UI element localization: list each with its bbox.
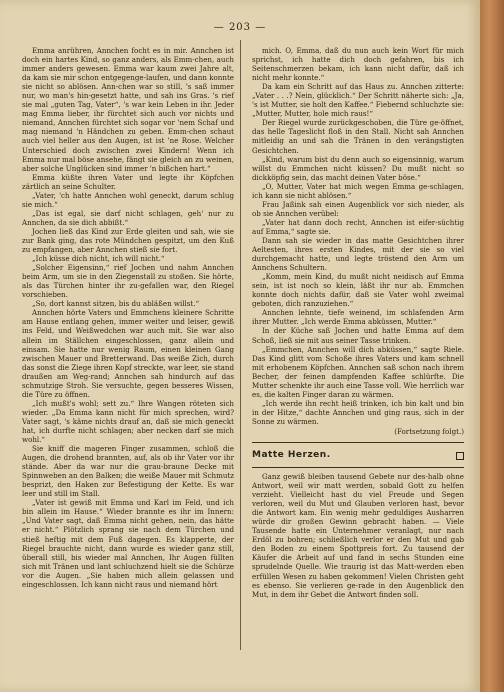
paragraph: Annchen hörte Vaters und Emmchens kleinere Schritte am Hause entlang gehen, immer weiter und leiser, gewiß ins Feld, und Weißwedchen war auch mit. Sie war also allein im Ställchen eingeschlossen, ganz allein und einsam. Sie hatte nur wenig Raum, einen kleinen Gang zwischen Mauer und Bretterwand. Das weiße Zich, durch das sonst die Ziege ihren Kopf streckte, war leer, sie stand draußen am Weg-rand; Annchen sah hindurch auf das schmutzige Stroh. Sie versuchte, gegen besseres Wissen, die Türe zu öffnen. xyxy=(22,308,234,399)
paragraph: Da kam ein Schritt auf das Haus zu. Annchen zitterte: „Vater . . .? Nein, glücklich.“ Der Schritt näherte sich: „Ja, 's ist Mutter, sie holt den Kaffee.“ Fiebernd schluchzte sie: „Mutter, Mutter, hole mich raus!“ xyxy=(252,82,464,119)
column-rule xyxy=(240,40,241,650)
paragraph: Frau Jaßink sah einen Augenblick vor sich nieder, als ob sie Annchen verübel: xyxy=(252,199,464,218)
paragraph: Der Riegel wurde zurückgeschoben, die Türe ge-öffnet, das helle Tageslicht floß in den Stall. Nicht sah Annchen mitleidig an und sah die Tränen in den verängstigten Gesichtchen. xyxy=(252,118,464,155)
paragraph: In der Küche saß Jochen und hatte Emma auf dem Schoß, ließ sie mit aus seiner Tasse trinken. xyxy=(252,326,464,345)
paragraph: Ganz gewiß bleiben tausend Gebete nur des-halb ohne Antwort, weil wir matt werden, sobald Gott zu helfen verzieht. Vielleicht hast du viel Freude und Segen verloren, weil du Mut und Glauben verloren hast, bevor die Antwort kam. Ein wenig mehr geduldiges Ausharren würde dir großen Gewinn gebracht haben. — Viele Tausende hatte ein Unternehmer veranlagt, nur nach Erdöl zu bohren; schließlich verlor er den Mut und gab den Boden zu einem Spottpreis fort. Zu tausend der Käufer die Arbeit auf und fand in sechs Stunden eine sprudelnde Quelle. Wie traurig ist das Matt-werden eben erfüllen Wesen zu haben gekommen! Vielen Christen geht es ebenso. Sie verlieren ge-rade in den Augenblick den Mut, in dem ihr Gebet die Antwort finden soll. xyxy=(252,472,464,599)
paragraph: „Solcher Eigensinn,“ rief Jochen und nahm Annchen beim Arm, um sie in den Ziegenstall zu stoßen. Sie hörte, als das Türchen hinter ihr zu-gefallen war, den Riegel vorschieben. xyxy=(22,263,234,300)
paragraph: „So, dort kannst sitzen, bis du abläßen willst.“ xyxy=(32,299,200,309)
paragraph: Jochen ließ das Kind zur Erde gleiten und sah, wie sie zur Bank ging, das rote Mündchen gespitzt, um den Kuß zu empfangen, aber Annchen stieß sie fort. xyxy=(22,226,234,255)
square-ornament-icon xyxy=(456,452,464,460)
paragraph: „O, Mutter, Vater hat mich wegen Emma ge-schlagen, ich kann sie nicht ablösen.“ xyxy=(252,181,464,200)
paragraph: Emma küßte ihren Vater und legte ihr Köpfchen zärtlich an seine Schulter. xyxy=(22,172,234,191)
book-edge xyxy=(480,0,504,692)
paragraph: „Das ist egal, sie darf nicht schlagen, geh' nur zu Annchen, da sie dich abbißt.“ xyxy=(22,208,234,227)
continuation-note: (Fortsetzung folgt.) xyxy=(394,426,464,436)
paragraph: „Komm, mein Kind, du mußt nicht neidisch auf Emma sein, ist ist noch so klein, läßt ihr nur ab. Emmchen konnte doch nichts dafür, daß sie Vater wohl zweimal geboten, dich ranzuziehen.“ xyxy=(252,272,464,309)
paragraph: Dann sah sie wieder in das matte Gesichtchen ihrer Aeltesten, ihres ersten Kindes, mit der sie so viel durchgemacht hatte, und legte tröstend den Arm um Annchens Schultern. xyxy=(252,235,464,273)
section-title: Matte Herzen. xyxy=(252,450,331,461)
right-column xyxy=(252,46,464,599)
divider xyxy=(252,467,464,468)
paragraph: „Ich werde ihn recht heiß trinken, ich bin kalt und bin in der Hitze,“ dachte Annchen und ging raus, sich in der Sonne zu wärmen. xyxy=(252,398,464,426)
page-number: — 203 — xyxy=(213,22,267,33)
paragraph: Sie kniff die mageren Finger zusammen, schloß die Augen, die drohend brannten, auf, als ob ihr Vater vor ihr stände. Aber da war nur die grau-braune Decke mit Spinnweben an den Balken; die weiße Mauer mit Schmutz besprizt, den Haken zur Befestigung der Kette. Es war leer und still im Stall. xyxy=(22,444,234,499)
paragraph: „Vater ist gewiß mit Emma und Karl im Feld, und ich bin allein im Hause.“ Wieder brannte es ihr im Innern: „Und Vater sagt, daß Emma nicht gehen, nein, das hätte er nicht.“ Plötzlich sprang sie nach dem Türchen und stieß heftig mit dem Fuß dagegen. Es klapperte, der Riegel brauchte nicht, dann wurde es wieder ganz still, überall still, bis wieder mal Annchen, Ihr Augen füllten sich mit Tränen und lant schluchzend hielt sie die Schürze vor die Augen. „Sie haben mich allein gelassen und eingeschlossen. Ich kann nicht raus und niemand hört xyxy=(22,498,234,589)
paragraph: „Vater hat dann doch recht, Annchen ist eifer-süchtig auf Emma,“ sagte sie. xyxy=(252,217,464,236)
paragraph: „Vater, 'ch hatte Annchen wohl geneckt, darum schlug sie mich.“ xyxy=(22,190,234,209)
paragraph: „Ich küsse dich nicht, ich will nicht.“ xyxy=(32,254,165,264)
section-header xyxy=(252,442,464,463)
paragraph: mich. O, Emma, daß du nun auch kein Wort für mich sprichst, ich hatte dich doch gefahren, bis ich Seitenschmerzen bekam, ich kann nicht dafür, daß ich nicht mehr konnte.“ xyxy=(252,46,464,83)
paragraph: Emma anrühren, Annchen focht es in mir. Annchen ist doch ein hartes Kind, so ganz anders, als Emm-chen, auch immer anders gewesen. Emma war kaum zwei Jahre alt, da kam sie mir schon entgegenge-laufen, und dann konnte sie nicht so ablösen. Ann-chen war so still, 's saß immer nur, wo man's hin-gesetzt hatte, und sah ins Gras. 's rief sie mal „guten Tag, Vater“, 's war kein Leben in ihr. Jeder mag Emma lieber, ihr fürchtet sich auch vor nichts und niemand, Annchen fürchtet sich sogar vor 'nem Schaf und mag niemand 'n Händchen zu geben. Emm-chen schaut auch viel heller aus den Augen, ist ist 'ne Rose. Welcher Unterschied doch zwischen zwei Kindern! Wenn ich Emma nur mal böse ansehe, fängt sie gleich an zu weinen, aber solche Unglücken sind immer 'n bißchen hart.“ xyxy=(22,46,234,173)
paragraph: Annchen lehnte, tiefe weinend, im schlafenden Arm ihrer Mutter. „Ich werde Emma abküssen, Mutter.“ xyxy=(252,308,464,327)
paragraph: „Kind, warum bist du denn auch so eigensinnig, warum willst du Emmchen nicht küssen? Du mußt nicht so dickköpfig sein, das macht deinen Vater böse.“ xyxy=(252,154,464,182)
left-column xyxy=(22,46,234,589)
paragraph: „Emmchen, Annchen will dich abküssen,“ sagte Riele. Das Kind glitt vom Schoße ihres Vaters und kam schnell mit erhobenem Köpfchen. Annchen saß schon nach ihrem Becher, der feinen dampfenden Kaffee schlürfte. Die Mutter schenkte ihr auch eine Tasse voll. Wie herrlich war es, die kalten Finger daran zu wärmen. xyxy=(252,344,464,399)
paragraph: „Ich mußt's wohl; sett zu.“ Ihre Wangen röteten sich wieder. „Da Emma kann nicht für mich sprechen, wird? Vater sagt, 's käme nichts drauf an, daß sie mich geneckt hat, ich durfte nicht schlagen; aber necken darf sie mich wohl.“ xyxy=(22,398,234,445)
